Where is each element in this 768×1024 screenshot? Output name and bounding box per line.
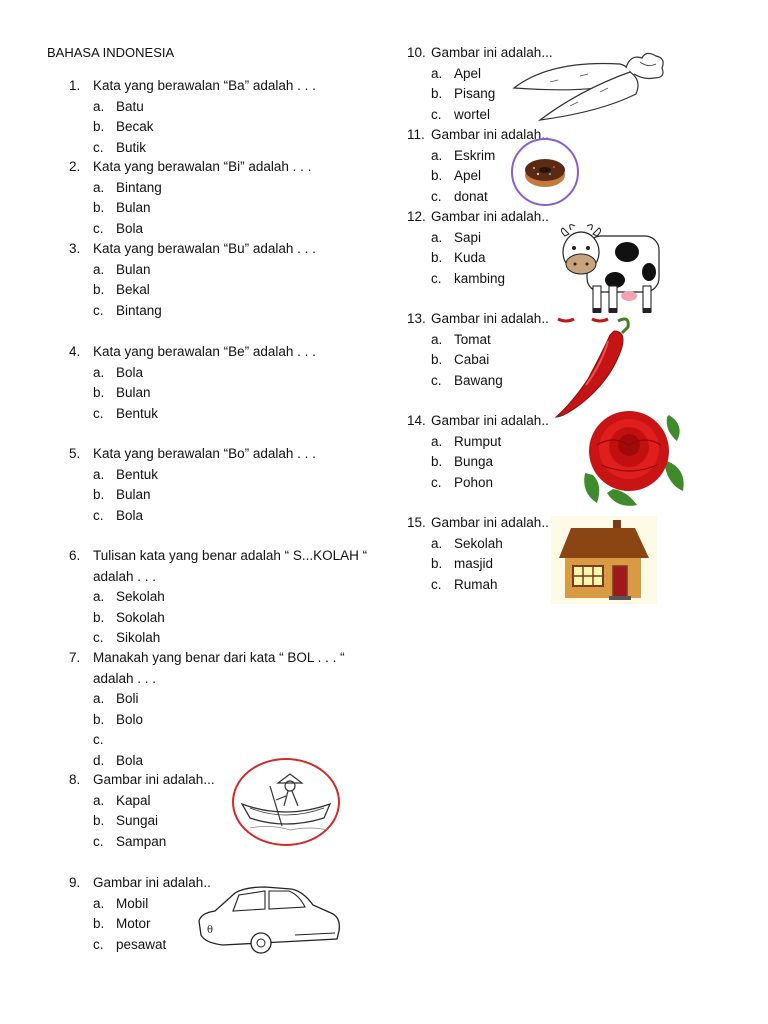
option-letter: a. xyxy=(431,65,443,81)
option-text: Bola xyxy=(116,752,144,768)
option-text: Sokolah xyxy=(116,609,165,625)
option-letter: b. xyxy=(93,119,105,134)
donut-icon xyxy=(510,137,580,207)
question-number: 8. xyxy=(69,772,81,787)
option-text: Sampan xyxy=(116,833,167,849)
question-number: 12. xyxy=(407,209,426,224)
question-number: 6. xyxy=(69,548,81,563)
svg-text:θ: θ xyxy=(207,925,214,936)
question-text: Kata yang berawalan “Be” adalah . . . xyxy=(93,344,316,359)
option-text: Bola xyxy=(116,364,144,380)
option-text: Mobil xyxy=(116,895,149,911)
option-letter: c. xyxy=(93,833,104,849)
option-text: Sikolah xyxy=(116,630,161,645)
option-text: Kuda xyxy=(454,250,486,265)
option-text: Bulan xyxy=(116,385,151,400)
option-letter: c. xyxy=(431,270,442,286)
question-number: 5. xyxy=(69,446,81,461)
cow-icon xyxy=(557,220,663,316)
option-text: kambing xyxy=(454,270,506,286)
option-letter: a. xyxy=(431,331,443,347)
option-text: Bola xyxy=(116,507,144,523)
option-letter: a. xyxy=(93,261,105,277)
question-number: 11. xyxy=(407,127,425,142)
option-letter: c. xyxy=(93,302,104,318)
car-icon xyxy=(195,883,343,959)
option-text: Bolo xyxy=(116,711,144,727)
option-text: wortel xyxy=(454,106,491,122)
option-letter: b. xyxy=(93,711,105,727)
option-letter: a. xyxy=(93,98,105,114)
option-letter: b. xyxy=(93,609,105,625)
question-text: Gambar ini adalah.. xyxy=(431,515,549,530)
question-number: 2. xyxy=(69,159,81,174)
option-letter: c. xyxy=(93,630,104,645)
question-text: Gambar ini adalah... xyxy=(431,45,553,60)
option-text: Butik xyxy=(116,139,147,155)
question-text: Gambar ini adalah... xyxy=(93,772,215,787)
question-text: Kata yang berawalan “Bo” adalah . . . xyxy=(93,446,316,461)
question-text: Kata yang berawalan “Ba” adalah . . . xyxy=(93,78,316,93)
option-text: Sapi xyxy=(454,229,482,245)
option-text: Batu xyxy=(116,98,144,114)
option-letter: b. xyxy=(93,916,105,931)
option-text: Bintang xyxy=(116,179,162,195)
option-text: Bintang xyxy=(116,302,162,318)
question-text: adalah . . . xyxy=(93,568,157,584)
option-text: Apel xyxy=(454,65,482,81)
question-number: 13. xyxy=(407,311,426,326)
option-letter: c. xyxy=(93,936,104,952)
option-letter: b. xyxy=(431,250,443,265)
option-text: Bawang xyxy=(454,372,503,388)
question-text: Gambar ini adalah.. xyxy=(93,875,211,890)
option-text: Bulan xyxy=(116,487,151,502)
option-letter: a. xyxy=(93,364,105,380)
option-letter: b. xyxy=(431,168,443,183)
option-letter: b. xyxy=(93,813,105,828)
option-letter: b. xyxy=(93,385,105,400)
option-text: Sungai xyxy=(116,813,159,828)
option-letter: c. xyxy=(431,188,442,204)
option-letter: b. xyxy=(93,200,105,215)
option-letter: b. xyxy=(93,487,105,502)
rose-icon xyxy=(577,405,687,509)
question-number: 9. xyxy=(69,875,81,890)
option-letter: a. xyxy=(93,179,105,195)
option-text: Kapal xyxy=(116,792,151,808)
option-text: Motor xyxy=(116,916,151,931)
option-letter: b. xyxy=(431,556,443,571)
option-letter: c. xyxy=(431,576,442,592)
option-text: Bentuk xyxy=(116,466,159,482)
option-text: Pisang xyxy=(454,86,496,101)
option-text: Apel xyxy=(454,168,482,183)
question-number: 14. xyxy=(407,413,426,428)
option-text: donat xyxy=(454,188,488,204)
question-text: Kata yang berawalan “Bi” adalah . . . xyxy=(93,159,312,174)
option-letter: a. xyxy=(93,895,105,911)
question-number: 10. xyxy=(407,45,426,60)
option-text: Bulan xyxy=(116,261,151,277)
option-text: Pohon xyxy=(454,474,494,490)
option-letter: b. xyxy=(93,282,105,297)
option-letter: c. xyxy=(93,139,104,155)
question-text: adalah . . . xyxy=(93,670,157,686)
option-letter: a. xyxy=(431,147,443,163)
option-text: Sekolah xyxy=(116,589,165,604)
option-text: pesawat xyxy=(116,936,167,952)
option-letter: b. xyxy=(431,352,443,367)
option-letter: c. xyxy=(431,372,442,388)
option-text: Bola xyxy=(116,220,144,236)
option-text: Cabai xyxy=(454,352,490,367)
option-text: Sekolah xyxy=(454,535,503,551)
option-letter: a. xyxy=(431,229,443,245)
option-letter: b. xyxy=(431,454,443,469)
option-letter: c. xyxy=(93,732,104,747)
question-text: Kata yang berawalan “Bu” adalah . . . xyxy=(93,241,316,256)
option-letter: c. xyxy=(431,106,442,122)
option-letter: c. xyxy=(93,220,104,236)
chili-icon xyxy=(552,313,634,419)
option-letter: d. xyxy=(93,752,105,768)
carrot-icon xyxy=(510,50,666,126)
question-number: 15. xyxy=(407,515,426,530)
question-text: Gambar ini adalah.. xyxy=(431,311,549,326)
option-text: Bunga xyxy=(454,454,494,469)
option-text: Rumah xyxy=(454,576,498,592)
question-number: 1. xyxy=(69,78,81,93)
question-number: 7. xyxy=(69,650,81,665)
boat-icon xyxy=(230,756,344,850)
option-text: Bulan xyxy=(116,200,151,215)
question-text: Gambar ini adalah.. xyxy=(431,413,549,428)
option-text: Tomat xyxy=(454,331,491,347)
option-letter: a. xyxy=(431,433,443,449)
option-letter: a. xyxy=(93,792,105,808)
option-letter: c. xyxy=(93,507,104,523)
option-text: Eskrim xyxy=(454,147,496,163)
question-text: Manakah yang benar dari kata “ BOL . . . “ xyxy=(93,650,345,665)
option-text: Rumput xyxy=(454,433,502,449)
page-title: BAHASA INDONESIA xyxy=(47,45,175,60)
option-text: masjid xyxy=(454,556,494,571)
option-letter: b. xyxy=(431,86,443,101)
question-text: Gambar ini adalah.. xyxy=(431,127,549,142)
option-letter: a. xyxy=(93,589,105,604)
question-number: 3. xyxy=(69,241,81,256)
house-icon xyxy=(551,516,657,604)
question-text: Tulisan kata yang benar adalah “ S...KOLAH “ xyxy=(93,548,368,563)
option-letter: a. xyxy=(431,535,443,551)
option-letter: a. xyxy=(93,466,105,482)
option-letter: a. xyxy=(93,691,105,706)
question-text: Gambar ini adalah.. xyxy=(431,209,549,224)
option-text: Bentuk xyxy=(116,405,159,421)
option-letter: c. xyxy=(431,474,442,490)
question-number: 4. xyxy=(69,344,81,359)
option-text: Bekal xyxy=(116,282,150,297)
option-text: Boli xyxy=(116,691,139,706)
option-text: Becak xyxy=(116,119,154,134)
option-letter: c. xyxy=(93,405,104,421)
